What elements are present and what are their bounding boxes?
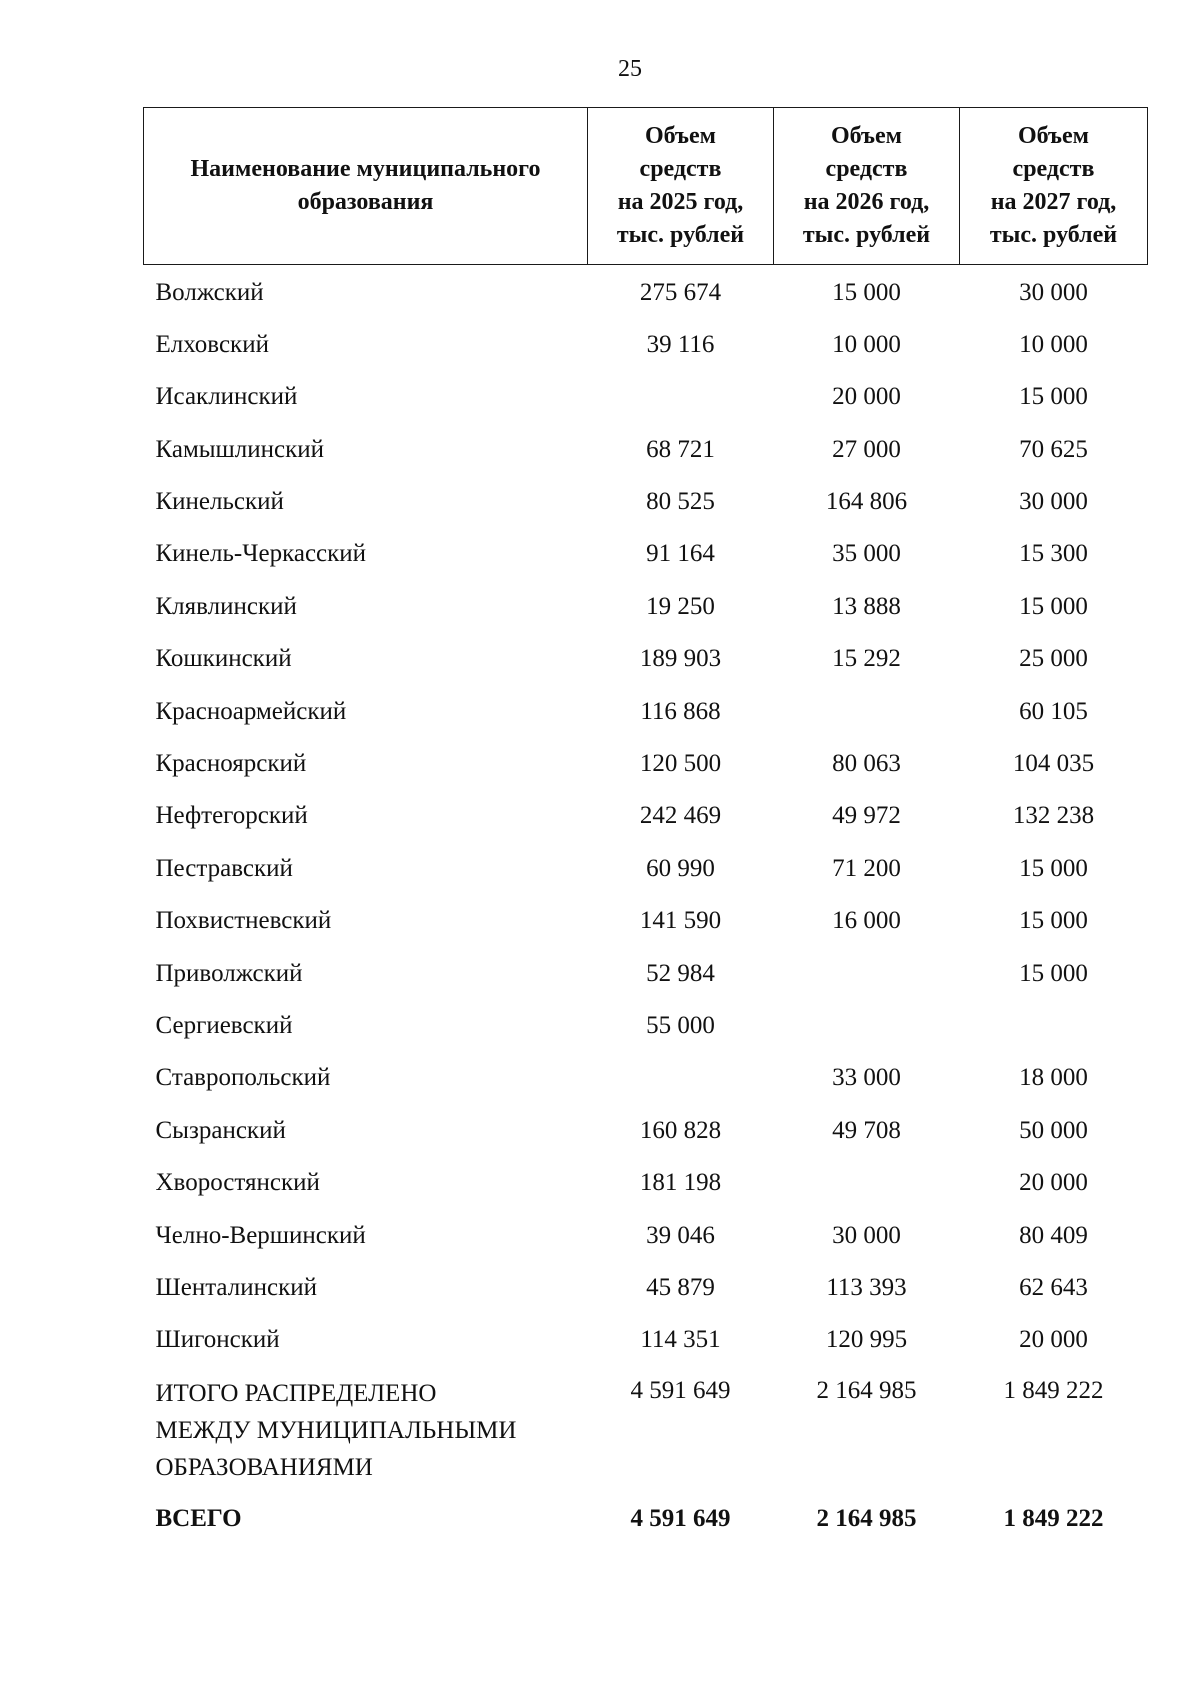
table-row xyxy=(144,998,1148,1050)
value-2026: 15 292 xyxy=(832,645,901,673)
budget-allocation-table xyxy=(143,107,1148,1549)
value-2026: 71 200 xyxy=(832,854,901,882)
value-2025: 52 984 xyxy=(646,959,715,987)
table-row xyxy=(144,736,1148,788)
subtotal-label-line: ИТОГО РАСПРЕДЕЛЕНО xyxy=(155,1379,437,1407)
table-row xyxy=(144,788,1148,840)
table-row xyxy=(144,1103,1148,1155)
value-2025: 242 469 xyxy=(639,802,722,830)
value-2026: 13 888 xyxy=(832,592,901,620)
value-2025: 80 525 xyxy=(646,488,715,516)
municipality-name: Шигонский xyxy=(155,1326,280,1354)
municipality-name: Сергиевский xyxy=(155,1011,293,1039)
table-row xyxy=(144,1260,1148,1312)
value-2026 xyxy=(774,998,960,1050)
municipality-name: Кинель-Черкасский xyxy=(155,540,367,568)
value-2025: 160 828 xyxy=(639,1116,722,1144)
municipality-name: Ставропольский xyxy=(155,1064,331,1092)
header-2025-line: на 2025 год, xyxy=(617,189,744,215)
subtotal-row xyxy=(144,1365,1148,1493)
value-2027: 62 643 xyxy=(1019,1273,1088,1301)
value-2027: 60 105 xyxy=(1019,697,1088,725)
total-value-2026: 2 164 985 xyxy=(816,1504,917,1532)
value-2026: 49 708 xyxy=(832,1116,901,1144)
value-2026: 16 000 xyxy=(832,907,901,935)
header-municipality-name: Наименование муниципального образования xyxy=(144,108,588,265)
value-2025: 91 164 xyxy=(646,540,715,568)
value-2027: 50 000 xyxy=(1019,1116,1088,1144)
value-2026 xyxy=(774,684,960,736)
value-2027: 10 000 xyxy=(1019,330,1088,358)
value-2027: 70 625 xyxy=(1019,435,1088,463)
value-2026: 27 000 xyxy=(832,435,901,463)
municipality-name: Кинельский xyxy=(155,488,284,516)
total-label: ВСЕГО xyxy=(155,1504,242,1532)
municipality-name: Сызранский xyxy=(155,1116,286,1144)
value-2025: 116 868 xyxy=(640,697,721,725)
header-volume-2027 xyxy=(960,108,1148,265)
header-2027-line: средств xyxy=(1012,156,1095,182)
value-2025: 19 250 xyxy=(646,592,715,620)
value-2026: 33 000 xyxy=(832,1064,901,1092)
table-row xyxy=(144,1155,1148,1207)
value-2027: 15 000 xyxy=(1019,383,1088,411)
municipality-name: Шенталинский xyxy=(155,1273,317,1301)
value-2026: 80 063 xyxy=(832,750,901,778)
municipality-name: Нефтегорский xyxy=(155,802,308,830)
subtotal-value-2027: 1 849 222 xyxy=(1003,1376,1104,1404)
header-2025-line: Объем xyxy=(644,123,717,149)
value-2026: 164 806 xyxy=(825,488,908,516)
subtotal-value-2025: 4 591 649 xyxy=(630,1376,731,1404)
subtotal-label-line: МЕЖДУ МУНИЦИПАЛЬНЫМИ xyxy=(155,1416,517,1444)
value-2026 xyxy=(774,1155,960,1207)
value-2027: 20 000 xyxy=(1019,1326,1088,1354)
table-row xyxy=(144,526,1148,578)
value-2026: 20 000 xyxy=(832,383,901,411)
municipality-name: Пестравский xyxy=(155,854,293,882)
municipality-name: Кошкинский xyxy=(155,645,292,673)
header-2025-line: тыс. рублей xyxy=(616,222,745,248)
value-2025 xyxy=(588,369,774,421)
value-2026: 35 000 xyxy=(832,540,901,568)
value-2027: 15 300 xyxy=(1019,540,1088,568)
value-2026: 113 393 xyxy=(826,1273,907,1301)
municipality-name: Клявлинский xyxy=(155,592,297,620)
header-2026-line: тыс. рублей xyxy=(802,222,931,248)
value-2027: 20 000 xyxy=(1019,1169,1088,1197)
value-2026 xyxy=(774,946,960,998)
municipality-name: Хворостянский xyxy=(155,1169,320,1197)
table-body xyxy=(144,265,1148,1549)
municipality-name: Красноармейский xyxy=(155,697,347,725)
header-2025-line: средств xyxy=(639,156,722,182)
header-2026-line: Объем xyxy=(830,123,903,149)
table-row xyxy=(144,893,1148,945)
header-2027-line: тыс. рублей xyxy=(989,222,1118,248)
municipality-name: Камышлинский xyxy=(155,435,325,463)
table-row xyxy=(144,369,1148,421)
value-2027: 15 000 xyxy=(1019,592,1088,620)
value-2027: 18 000 xyxy=(1019,1064,1088,1092)
value-2027: 104 035 xyxy=(1012,750,1095,778)
value-2025: 60 990 xyxy=(646,854,715,882)
header-2027-line: на 2027 год, xyxy=(990,189,1117,215)
header-volume-2025 xyxy=(588,108,774,265)
table-row xyxy=(144,422,1148,474)
total-row xyxy=(144,1493,1148,1549)
table-row xyxy=(144,684,1148,736)
header-2026-line: средств xyxy=(825,156,908,182)
municipality-name: Приволжский xyxy=(155,959,303,987)
value-2026: 120 995 xyxy=(825,1326,908,1354)
value-2025: 275 674 xyxy=(639,279,722,306)
value-2025: 39 046 xyxy=(646,1221,715,1249)
value-2027: 25 000 xyxy=(1019,645,1088,673)
page-number: 25 xyxy=(618,56,642,82)
value-2026: 15 000 xyxy=(832,279,901,306)
value-2027: 30 000 xyxy=(1019,488,1088,516)
value-2026: 49 972 xyxy=(832,802,901,830)
value-2027: 80 409 xyxy=(1019,1221,1088,1249)
value-2025: 45 879 xyxy=(646,1273,715,1301)
value-2027: 15 000 xyxy=(1019,854,1088,882)
municipality-name: Челно-Вершинский xyxy=(155,1221,366,1249)
value-2027: 30 000 xyxy=(1019,279,1088,306)
header-2026-line: на 2026 год, xyxy=(803,189,930,215)
value-2025 xyxy=(588,1050,774,1102)
table-row xyxy=(144,474,1148,526)
municipality-name: Волжский xyxy=(155,279,264,306)
subtotal-label xyxy=(144,1365,588,1493)
value-2027 xyxy=(960,998,1148,1050)
value-2025: 68 721 xyxy=(646,435,715,463)
value-2025: 141 590 xyxy=(639,907,722,935)
value-2025: 181 198 xyxy=(639,1169,722,1197)
table-row xyxy=(144,579,1148,631)
header-volume-2026 xyxy=(774,108,960,265)
table-row xyxy=(144,1050,1148,1102)
municipality-name: Похвистневский xyxy=(155,907,332,935)
table-row xyxy=(144,1312,1148,1364)
value-2025: 189 903 xyxy=(639,645,722,673)
value-2026: 10 000 xyxy=(832,330,901,358)
municipality-name: Елховский xyxy=(155,330,269,358)
total-value-2025: 4 591 649 xyxy=(630,1504,731,1532)
subtotal-value-2026: 2 164 985 xyxy=(816,1376,917,1404)
table-row xyxy=(144,265,1148,317)
table-row xyxy=(144,841,1148,893)
value-2027: 15 000 xyxy=(1019,907,1088,935)
value-2026: 30 000 xyxy=(832,1221,901,1249)
document-sheet xyxy=(143,107,1147,1549)
value-2025: 120 500 xyxy=(639,750,722,778)
table-row xyxy=(144,946,1148,998)
table-row xyxy=(144,1208,1148,1260)
municipality-name: Красноярский xyxy=(155,750,307,778)
municipality-name: Исаклинский xyxy=(155,383,298,411)
value-2027: 132 238 xyxy=(1012,802,1095,830)
total-value-2027: 1 849 222 xyxy=(1003,1504,1104,1532)
value-2025: 114 351 xyxy=(640,1326,721,1354)
table-row xyxy=(144,631,1148,683)
value-2027: 15 000 xyxy=(1019,959,1088,987)
table-header-row xyxy=(144,108,1148,265)
header-2027-line: Объем xyxy=(1017,123,1090,149)
value-2025: 55 000 xyxy=(646,1011,715,1039)
subtotal-label-line: ОБРАЗОВАНИЯМИ xyxy=(155,1453,373,1481)
table-row xyxy=(144,317,1148,369)
value-2025: 39 116 xyxy=(646,330,715,358)
